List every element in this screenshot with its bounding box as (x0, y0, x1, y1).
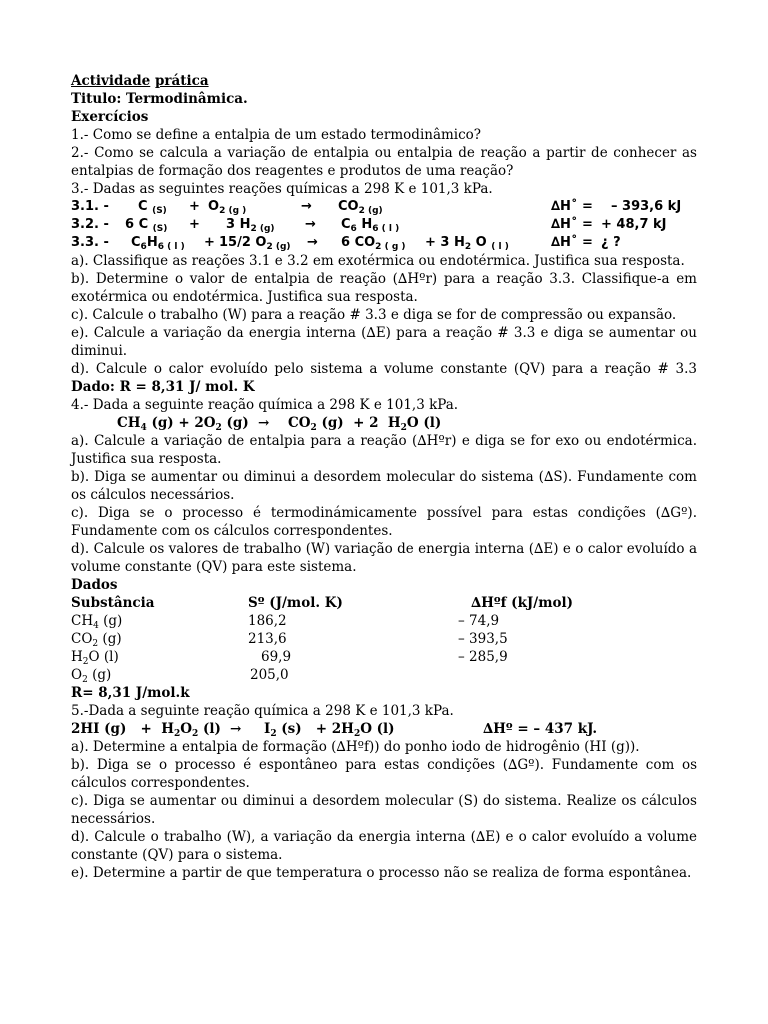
section-heading: Exercícios (71, 109, 149, 125)
enthalpy-value: ¿ ? (601, 235, 621, 250)
substance-name: $H_2O$ (l) (71, 649, 119, 667)
enthalpy-label: ∆H˚ = (551, 235, 593, 250)
reaction-5: 2HI $(g) + H_2O_2$ (l) → $I_2$ $(s) + 2H_2O$ (l) ∆Hº = – 437 kJ. (71, 721, 598, 739)
reaction-equation: 6 C $_{(S)}$ (125, 217, 168, 234)
question-3d (71, 360, 697, 396)
reaction-4: $CH_4$ $(g) + 2O_2$ (g) → $CO_2$ (g) + 2 $H_2O$ (l) (117, 415, 442, 433)
reaction-number: 3.1. - (71, 199, 109, 214)
document-title: Titulo: Termodinâmica. (71, 91, 248, 107)
activity-heading (71, 72, 697, 90)
table-row (71, 666, 697, 684)
enthalpy-label: ∆H˚ = (551, 199, 593, 214)
enthalpy-value: – 393,6 kJ (611, 199, 682, 214)
entropy-value: 186,2 (248, 613, 287, 629)
table-header: Sº (J/mol. K) (248, 595, 343, 611)
question-4a: a). Calcule a variação de entalpia para a reação (∆Hºr) e diga se for exo ou endotérmica. Justifica sua resposta. (71, 433, 697, 467)
question-3e: e). Calcule a variação da energia interna (∆E) para a reação # 3.3 e diga se aumentar ou diminui. (71, 325, 697, 359)
reaction-3-2: 3.2. - 6 C $_{(S)}$ + 3 $H_{2 (g)}$ → $C_6$ $H_{6 ( l )}$ ∆H˚ = + 48,7 kJ (71, 217, 667, 234)
question-5a: a). Determine a entalpia de formação (∆Hºf)) do ponho iodo de hidrogênio (HI (g)). (71, 739, 640, 755)
reaction-equation: $C_6H_{6 ( l )}$ (131, 235, 185, 252)
reaction-number: 3.3. - (71, 235, 109, 250)
question-5-intro: 5.-Dada a seguinte reação química a 298 K e 101,3 kPa. (71, 703, 454, 719)
data-heading: Dados (71, 577, 118, 593)
question-5b: b). Diga se o processo é espontâneo para estas condições (∆Gº). Fundamente com os cálculos correspondentes. (71, 757, 697, 791)
question-2: 2.- Como se calcula a variação de entalpia ou entalpia de reação a partir de conhecer as entalpias de formação dos reagentes e produtos de uma reação? (71, 145, 697, 179)
question-1: 1.- Como se define a entalpia de um estado termodinâmico? (71, 127, 482, 143)
table-header-row (71, 594, 697, 612)
entropy-value: 69,9 (261, 649, 292, 665)
question-5d: d). Calcule o trabalho (W), a variação da energia interna (∆E) e o calor evoluído a volume constante (QV) para o sistema. (71, 829, 697, 863)
question-4c: c). Diga se o processo é termodinámicamente possível para estas condições (∆Gº). Fundamente com os cálculos correspondentes. (71, 505, 697, 539)
question-3a: a). Classifique as reações 3.1 e 3.2 em exotérmica ou endotérmica. Justifica sua resposta. (71, 253, 685, 269)
question-4-intro: 4.- Dada a seguinte reação química a 298 K e 101,3 kPa. (71, 397, 459, 413)
reaction-equation: C $_{(S)}$ (138, 199, 167, 216)
enthalpy-formation-value: – 285,9 (458, 649, 508, 665)
enthalpy-value: + 48,7 kJ (601, 217, 667, 232)
question-5e: e). Determine a partir de que temperatura o processo não se realiza de forma espontânea. (71, 865, 692, 881)
document-page (71, 72, 697, 882)
question-4d: d). Calcule os valores de trabalho (W) variação de energia interna (∆E) e o calor evoluído a volume constante (QV) para este sistema. (71, 541, 697, 575)
table-row (71, 630, 697, 648)
enthalpy-formation-value: – 74,9 (458, 613, 500, 629)
heading-word-practical: prática (154, 73, 209, 89)
given-constant: Dado: R = 8,31 J/ mol. K (71, 379, 255, 395)
substance-name: $CH_4$ (g) (71, 613, 123, 631)
enthalpy-label: ∆H˚ = (551, 217, 593, 232)
reaction-3-3: 3.3. - $C_6H_{6 ( l )}$ + 15/2 $O_{2 (g)}$ → 6 $CO_{2 ( g )}$ + 3 $H_2$ O $_{( l )}$ ∆H˚ = ¿ ? (71, 235, 621, 252)
question-4b: b). Diga se aumentar ou diminui a desordem molecular do sistema (∆S). Fundamente com os cálculos necessários. (71, 469, 697, 503)
entropy-value: 213,6 (248, 631, 287, 647)
gas-constant: R= 8,31 J/mol.k (71, 685, 190, 701)
table-header: Substância (71, 595, 155, 611)
enthalpy-formation-value: – 393,5 (458, 631, 508, 647)
substance-name: $CO_2$ (g) (71, 631, 122, 649)
entropy-value: 205,0 (250, 667, 289, 683)
question-5c: c). Diga se aumentar ou diminui a desordem molecular (S) do sistema. Realize os cálculos necessários. (71, 793, 697, 827)
reaction-equation: $CH_4$ $(g) + 2O_2$ (g) (117, 415, 249, 433)
question-3c: c). Calcule o trabalho (W) para a reação # 3.3 e diga se for de compressão ou expansão. (71, 307, 677, 323)
reaction-equation: 2HI $(g) + H_2O_2$ (l) (71, 721, 221, 739)
reaction-3-1: 3.1. - C $_{(S)}$ + $O_{2 (g )}$ → $CO_{2 (g)}$ ∆H˚ = – 393,6 kJ (71, 199, 682, 216)
table-row (71, 612, 697, 630)
table-row (71, 648, 697, 666)
question-3b: b). Determine o valor de entalpia de reação (∆Hºr) para a reação 3.3. Classifique-a em exotérmica ou endotérmica. Justifica sua resposta. (71, 271, 697, 305)
question-3d-text: d). Calcule o calor evoluído pelo sistema a volume constante (QV) para a reação # 3.3 (71, 361, 697, 377)
reaction-number: 3.2. - (71, 217, 109, 232)
question-3-intro: 3.- Dadas as seguintes reações químicas a 298 K e 101,3 kPa. (71, 181, 493, 197)
heading-word-activity: Actividade (71, 73, 151, 89)
table-header: ∆Hºf (kJ/mol) (471, 595, 574, 611)
enthalpy-value: ∆Hº = – 437 kJ. (483, 721, 598, 737)
substance-name: $O_2$ (g) (71, 667, 112, 685)
